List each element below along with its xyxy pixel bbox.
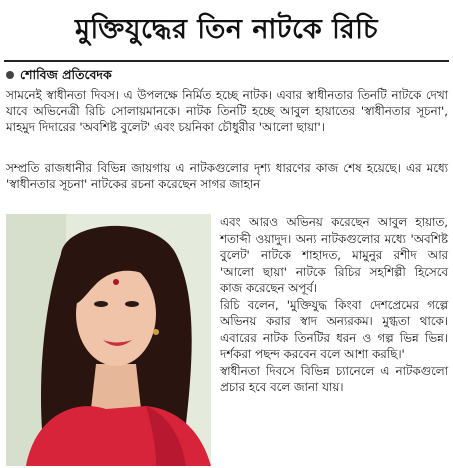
actress-photo	[6, 214, 211, 466]
byline-row	[6, 66, 112, 84]
article-column	[220, 214, 448, 396]
paragraph-shooting: সম্প্রতি রাজধানীর বিভিন্ন জায়গায় এ নাটকগুলোর দৃশ্য ধারণের কাজ শেষ হয়েছে। এর মধ্যে 'স্বাধীনতার সূচনা' নাটকের রচনা করেছেন সাগর জাহান	[6, 161, 448, 192]
byline: শোবিজ প্রতিবেদক	[20, 67, 112, 82]
bullet-icon	[6, 71, 14, 79]
column-paragraph-quote: রিচি বলেন, 'মুক্তিযুদ্ধ কিংবা দেশপ্রেমের গল্পে অভিনয় করার স্বাদ অন্যরকম। মুগ্ধতা থাকে। এবারের নাটক তিনটির ধরন ও গল্প ভিন্ন ভিন্ন। দর্শকরা পছন্দ করবেন বলে আশা করছি।'	[220, 297, 448, 361]
column-paragraph-cast: এবং আরও অভিনয় করেছেন আবুল হায়াত, শতাব্দী ওয়াদুদ। অন্য নাটকগুলোর মধ্যে 'অবশিষ্ট বুলেট' নাটকে শাহাদত, মামুনুর রশীদ আর 'আলো ছায়া' নাটকে রিচির সহশিল্পী হিসেবে কাজ করেছেন অপূর্ব।	[220, 215, 448, 295]
paragraph-intro: সামনেই স্বাধীনতা দিবস। এ উপলক্ষে নির্মিত হচ্ছে নাটক। এবার স্বাধীনতার তিনটি নাটকে দেখা যাবে অভিনেত্রী রিচি সোলায়মানকে। নাটক তিনটি হচ্ছে আবুল হায়াতের 'স্বাধীনতার সূচনা', মাহমুদ দিদারের 'অবশিষ্ট বুলেট' এবং চয়নিকা চৌধুরীর 'আলো ছায়া'।	[6, 88, 448, 135]
column-paragraph-broadcast: স্বাধীনতা দিবসে বিভিন্ন চ্যানেলে এ নাটকগুলো প্রচার হবে বলে জানা যায়।	[220, 363, 448, 394]
headline-divider	[4, 60, 449, 62]
portrait-illustration	[6, 214, 211, 466]
headline: মুক্তিযুদ্ধের তিন নাটকে রিচি	[74, 14, 379, 45]
